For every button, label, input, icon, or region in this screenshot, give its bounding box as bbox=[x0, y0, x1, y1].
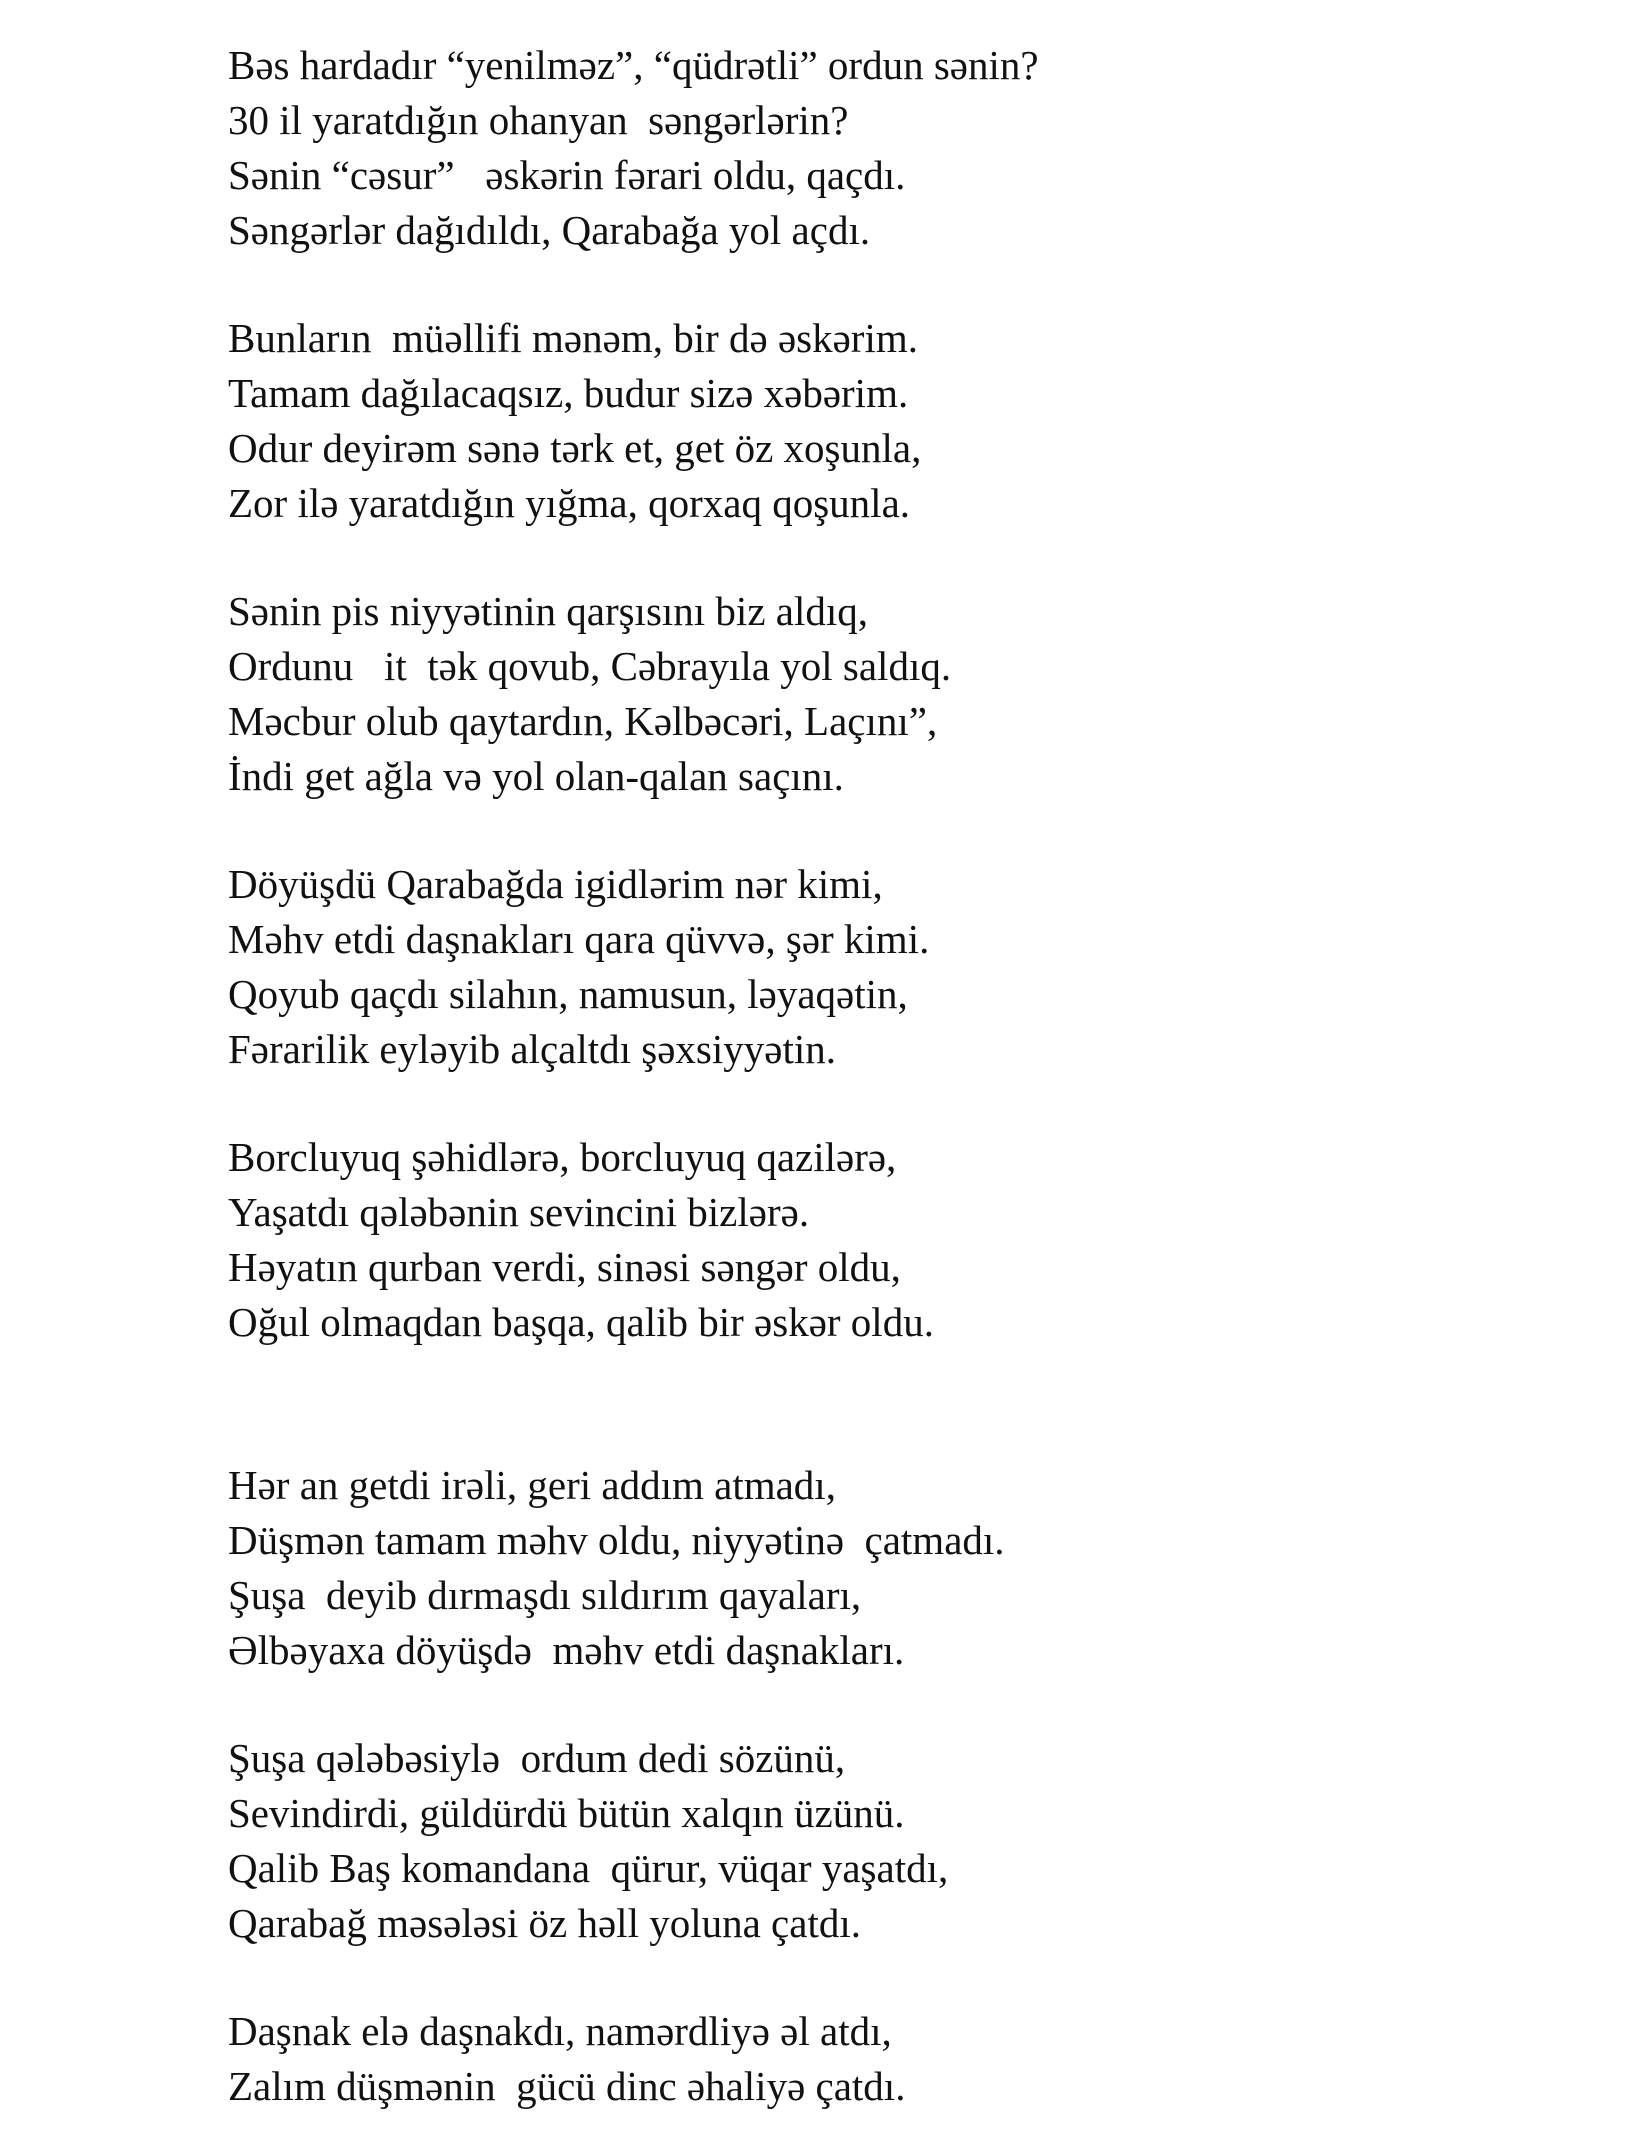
poem-line: Hər an getdi irəli, geri addım atmadı, bbox=[228, 1462, 836, 1508]
poem-line: Həyatın qurban verdi, sinəsi səngər oldu, bbox=[228, 1244, 901, 1290]
poem-line: Qalib Baş komandana qürur, vüqar yaşatdı, bbox=[228, 1845, 949, 1891]
stanza-4 bbox=[228, 857, 1528, 1077]
poem-line: Şuşa deyib dırmaşdı sıldırım qayaları, bbox=[228, 1572, 862, 1618]
poem-line: Bəs hardadır “yenilməz”, “qüdrətli” ordun sənin? bbox=[228, 42, 1039, 88]
poem-line: Zalım düşmənin gücü dinc əhaliyə çatdı. bbox=[228, 2063, 906, 2109]
poem-line: Əlbəyaxa döyüşdə məhv etdi daşnakları. bbox=[228, 1627, 905, 1673]
poem-line: Oğul olmaqdan başqa, qalib bir əskər oldu. bbox=[228, 1299, 934, 1345]
poem-line: Yaşatdı qələbənin sevincini bizlərə. bbox=[228, 1189, 810, 1235]
poem-line: Borcluyuq şəhidlərə, borcluyuq qazilərə, bbox=[228, 1134, 897, 1180]
poem-line: Tamam dağılacaqsız, budur sizə xəbərim. bbox=[228, 370, 909, 416]
stanza-7 bbox=[228, 1731, 1528, 1951]
poem-line: Odur deyirəm sənə tərk et, get öz xoşunla, bbox=[228, 425, 922, 471]
poem-line: Şuşa qələbəsiylə ordum dedi sözünü, bbox=[228, 1735, 846, 1781]
poem-line: Ordunu it tək qovub, Cəbrayıla yol saldıq. bbox=[228, 643, 952, 689]
poem-line: Sənin pis niyyətinin qarşısını biz aldıq, bbox=[228, 588, 869, 634]
stanza-1 bbox=[228, 38, 1528, 258]
poem-line: İndi get ağla və yol olan-qalan saçını. bbox=[228, 753, 844, 799]
poem-line: Fərarilik eyləyib alçaltdı şəxsiyyətin. bbox=[228, 1026, 836, 1072]
poem-line: Məcbur olub qaytardın, Kəlbəcəri, Laçını”, bbox=[228, 698, 938, 744]
poem-line: Daşnak elə daşnakdı, namərdliyə əl atdı, bbox=[228, 2008, 892, 2054]
poem-line: Səngərlər dağıdıldı, Qarabağa yol açdı. bbox=[228, 207, 871, 253]
stanza-5 bbox=[228, 1130, 1528, 1350]
poem-line: Bunların müəllifi mənəm, bir də əskərim. bbox=[228, 315, 918, 361]
poem bbox=[228, 38, 1528, 2114]
stanza-8 bbox=[228, 2004, 1528, 2114]
poem-line: Qarabağ məsələsi öz həll yoluna çatdı. bbox=[228, 1900, 861, 1946]
poem-line: Sevindirdi, güldürdü bütün xalqın üzünü. bbox=[228, 1790, 905, 1836]
stanza-3 bbox=[228, 584, 1528, 804]
poem-line: Zor ilə yaratdığın yığma, qorxaq qoşunla. bbox=[228, 480, 911, 526]
poem-line: 30 il yaratdığın ohanyan səngərlərin? bbox=[228, 97, 849, 143]
poem-line: Döyüşdü Qarabağda igidlərim nər kimi, bbox=[228, 861, 883, 907]
poem-line: Düşmən tamam məhv oldu, niyyətinə çatmadı. bbox=[228, 1517, 1005, 1563]
stanza-6 bbox=[228, 1458, 1528, 1678]
poem-line: Məhv etdi daşnakları qara qüvvə, şər kimi. bbox=[228, 916, 930, 962]
poem-line: Qoyub qaçdı silahın, namusun, ləyaqətin, bbox=[228, 971, 908, 1017]
poem-line: Sənin “cəsur” əskərin fərari oldu, qaçdı. bbox=[228, 152, 906, 198]
stanza-2 bbox=[228, 311, 1528, 531]
